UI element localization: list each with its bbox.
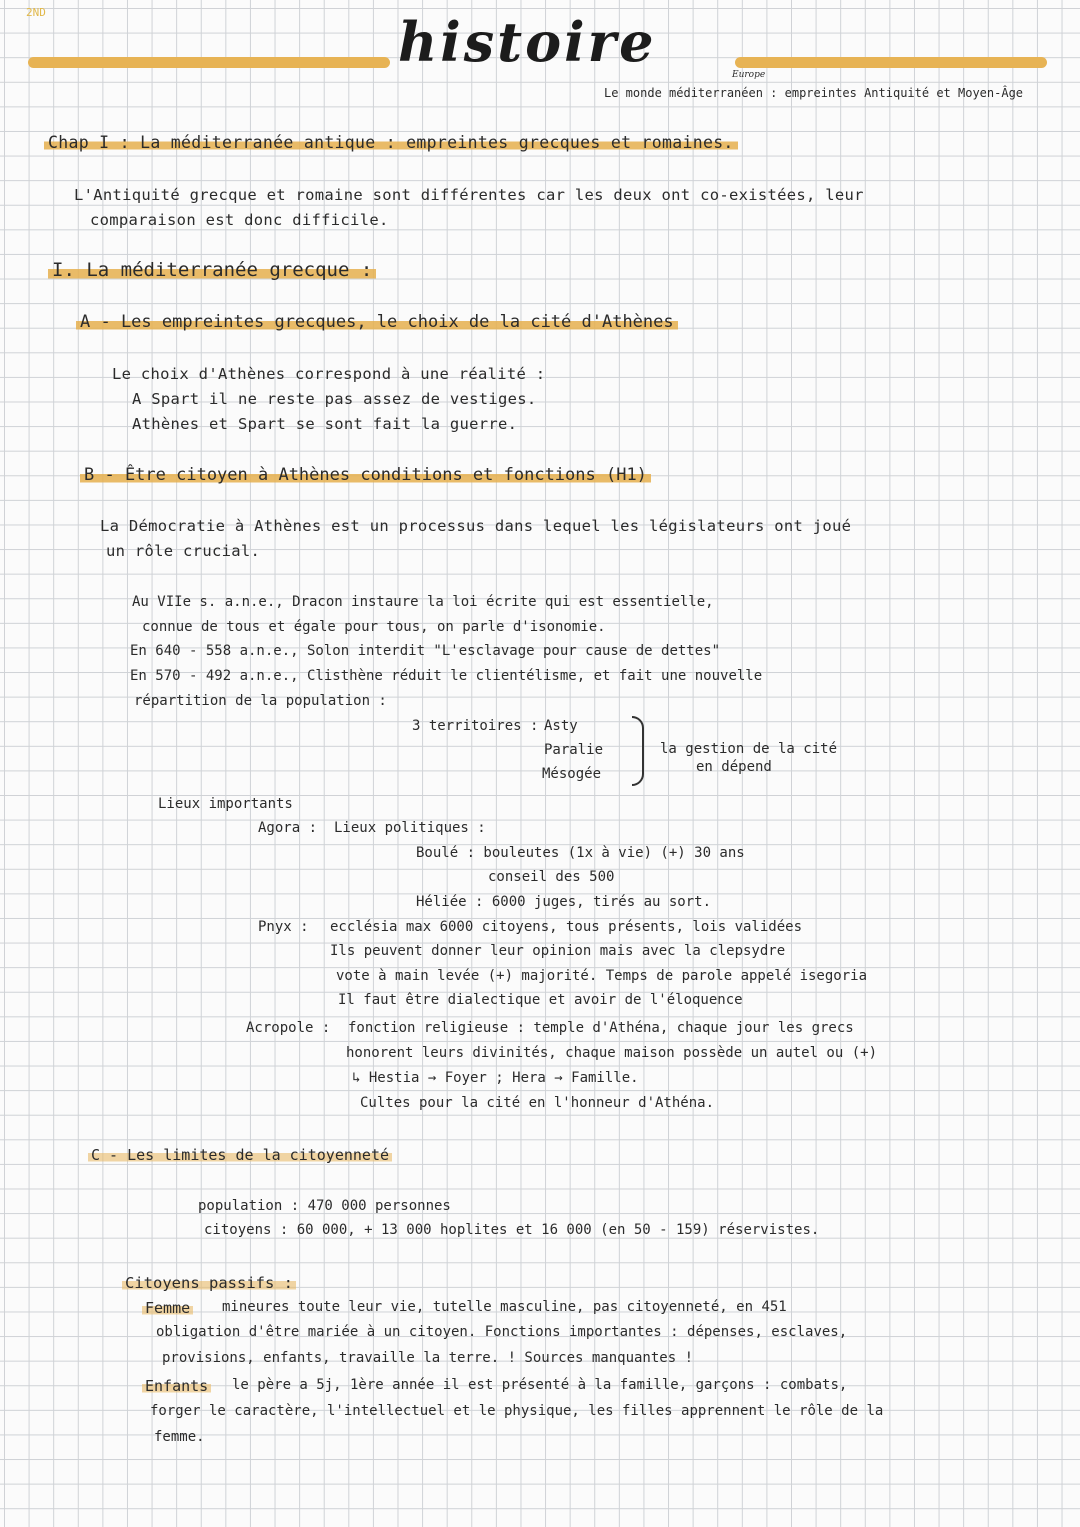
history-line-5: répartition de la population : (134, 693, 387, 709)
territories-brace (632, 716, 644, 786)
acropole-line-2: honorent leurs divinités, chaque maison possède un autel ou (+) (346, 1045, 878, 1061)
population-line: population : 470 000 personnes (198, 1198, 451, 1214)
part-b-intro-1: La Démocratie à Athènes est un processus dans lequel les législateurs ont joué (100, 517, 852, 535)
corner-label: 2ND (26, 6, 46, 19)
part-c-title: C - Les limites de la citoyenneté (88, 1146, 392, 1164)
territory-paralie: Paralie (544, 742, 604, 758)
chapter-title: Chap I : La méditerranée antique : empreintes grecques et romaines. (44, 133, 738, 152)
acropole-line-3: ↳ Hestia → Foyer ; Hera → Famille. (352, 1070, 639, 1086)
pnyx-line-2: Ils peuvent donner leur opinion mais avec la clepsydre (330, 943, 786, 959)
part-a-line-2: A Spart il ne reste pas assez de vestiges. (132, 390, 537, 408)
part-b-title: B - Être citoyen à Athènes conditions et fonctions (H1) (80, 465, 651, 485)
enfants-line-1: le père a 5j, 1ère année il est présenté à la famille, garçons : combats, (232, 1377, 848, 1393)
femme-line-3: provisions, enfants, travaille la terre. ! Sources manquantes ! (162, 1350, 694, 1366)
chapter-intro-line-2: comparaison est donc difficile. (90, 211, 389, 229)
history-line-2: connue de tous et égale pour tous, on parle d'isonomie. (142, 619, 606, 635)
agora-boule-sub: conseil des 500 (488, 869, 615, 885)
history-line-4: En 570 - 492 a.n.e., Clisthène réduit le clientélisme, et fait une nouvelle (130, 668, 763, 684)
page-title: histoire (398, 10, 657, 74)
part-b-intro-2: un rôle crucial. (106, 542, 261, 560)
territory-asty: Asty (544, 718, 578, 734)
part-a-line-1: Le choix d'Athènes correspond à une réalité : (112, 365, 546, 383)
title-underline-right (735, 57, 1047, 68)
history-line-1: Au VIIe s. a.n.e., Dracon instaure la loi écrite qui est essentielle, (132, 594, 714, 610)
subtitle-annotation: Europe (732, 70, 766, 80)
territory-mesogee: Mésogée (542, 766, 602, 782)
pnyx-label: Pnyx : (258, 919, 309, 935)
femme-line-1: mineures toute leur vie, tutelle masculine, pas citoyenneté, en 451 (222, 1299, 787, 1315)
territories-note-1: la gestion de la cité (660, 741, 838, 757)
enfants-line-2: forger le caractère, l'intellectuel et le physique, les filles apprennent le rôle de la (150, 1403, 884, 1419)
pnyx-line-1: ecclésia max 6000 citoyens, tous présents, lois validées (330, 919, 803, 935)
acropole-line-1: fonction religieuse : temple d'Athéna, chaque jour les grecs (348, 1020, 854, 1036)
pnyx-line-3: vote à main levée (+) majorité. Temps de parole appelé isegoria (336, 968, 868, 984)
territories-label: 3 territoires : (412, 718, 539, 734)
part-a-line-3: Athènes et Spart se sont fait la guerre. (132, 415, 518, 433)
passifs-label: Citoyens passifs : (122, 1274, 296, 1292)
femme-line-2: obligation d'être mariée à un citoyen. Fonctions importantes : dépenses, esclaves, (156, 1324, 848, 1340)
places-label: Lieux importants (158, 796, 293, 812)
agora-heliee: Héliée : 6000 juges, tirés au sort. (416, 894, 712, 910)
history-line-3: En 640 - 558 a.n.e., Solon interdit "L'esclavage pour cause de dettes" (130, 643, 721, 659)
part-a-title: A - Les empreintes grecques, le choix de la cité d'Athènes (76, 312, 678, 332)
agora-text: Lieux politiques : (334, 820, 486, 836)
section-title: I. La méditerranée grecque : (48, 259, 376, 281)
acropole-line-4: Cultes pour la cité en l'honneur d'Athéna. (360, 1095, 715, 1111)
agora-boule: Boulé : bouleutes (1x à vie) (+) 30 ans (416, 845, 745, 861)
pnyx-line-4: Il faut être dialectique et avoir de l'éloquence (338, 992, 743, 1008)
chapter-intro-line-1: L'Antiquité grecque et romaine sont différentes car les deux ont co-existées, leur (74, 186, 864, 204)
enfants-line-3: femme. (154, 1429, 205, 1445)
agora-label: Agora : (258, 820, 318, 836)
title-underline-left (28, 57, 390, 68)
page-subtitle: Le monde méditerranéen : empreintes Antiquité et Moyen-Âge (604, 86, 1024, 100)
territories-note-2: en dépend (696, 759, 772, 775)
acropole-label: Acropole : (246, 1020, 331, 1036)
femme-label: Femme (142, 1299, 193, 1317)
citoyens-line: citoyens : 60 000, + 13 000 hoplites et 16 000 (en 50 - 159) réservistes. (204, 1222, 820, 1238)
enfants-label: Enfants (142, 1377, 211, 1395)
